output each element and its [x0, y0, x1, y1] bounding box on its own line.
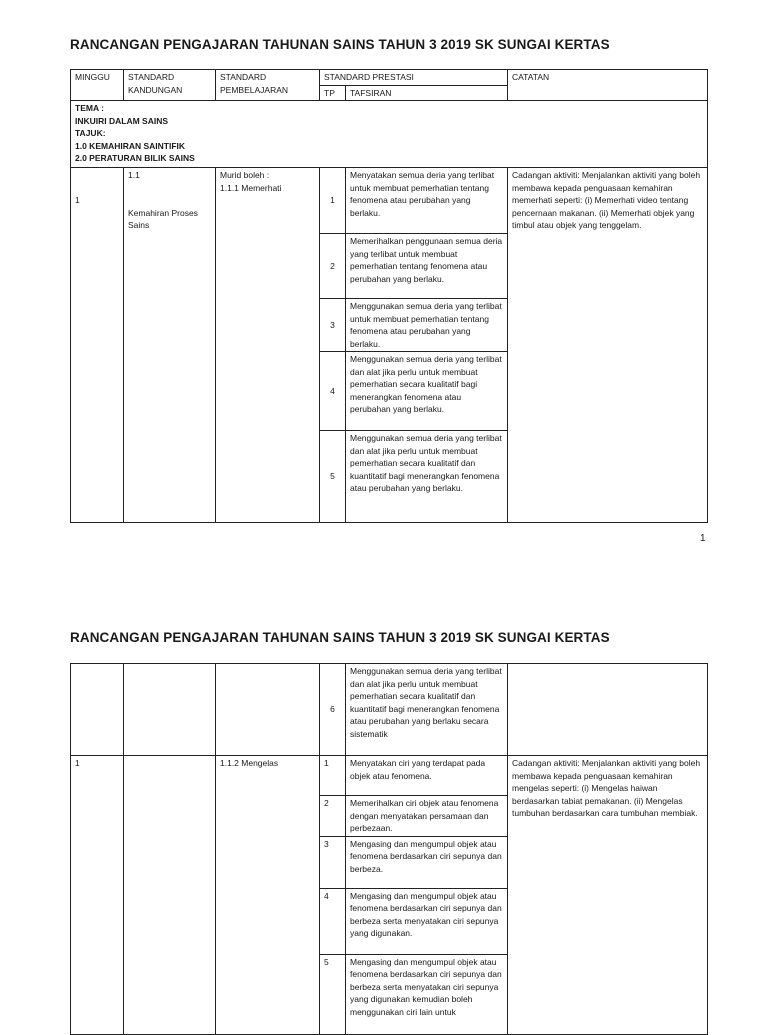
- header-row: [71, 70, 708, 86]
- tp-cell: 3: [320, 299, 346, 352]
- tafsiran-cell: Menyatakan semua deria yang terlibat untuk membuat pemerhatian tentang fenomena atau perubahan yang berlaku.: [346, 168, 508, 234]
- table-row: [71, 168, 708, 234]
- document-title: RANCANGAN PENGAJARAN TAHUNAN SAINS TAHUN 3 2019 SK SUNGAI KERTAS: [70, 630, 610, 645]
- standard-kandungan-cell: [124, 168, 216, 523]
- tp-cell: 2: [320, 234, 346, 299]
- document-title: RANCANGAN PENGAJARAN TAHUNAN SAINS TAHUN 3 2019 SK SUNGAI KERTAS: [70, 37, 610, 52]
- tafsiran-cell: Menggunakan semua deria yang terlibat dan alat jika perlu untuk membuat pemerhatian secara kualitatif dan kuantitatif bagi menerangkan fenomena atau perubahan yang berlaku.: [346, 431, 508, 523]
- header-sp-line2: PEMBELAJARAN: [220, 84, 289, 95]
- header-sk-line2: KANDUNGAN: [128, 84, 183, 95]
- standard-pembelajaran-cell: [216, 168, 320, 523]
- plan-table: [70, 69, 708, 523]
- header-standard-kandungan: [124, 70, 216, 101]
- catatan-cell: Cadangan aktiviti: Menjalankan aktiviti yang boleh membawa kepada penguasaan kemahiran mengelas seperti: (i) Mengelas haiwan berdasarkan tabiat pemakanan. (ii) Mengelas tumbuhan berdasarkan cara tumbuhan membiak.: [508, 756, 708, 1035]
- table-row: [71, 756, 708, 796]
- minggu-cell: 1: [71, 756, 124, 1035]
- tp-cell: 3: [320, 836, 346, 888]
- tafsiran-cell: Menyatakan ciri yang terdapat pada objek atau fenomena.: [346, 756, 508, 796]
- tafsiran-cell: Mengasing dan mengumpul objek atau fenomena berdasarkan ciri sepunya dan berbeza.: [346, 836, 508, 888]
- tafsiran-cell: Memerihalkan penggunaan semua deria yang terlibat untuk membuat pemerhatian tentang fenomena atau perubahan yang berlaku.: [346, 234, 508, 299]
- header-tp: TP: [320, 85, 346, 101]
- tp-cell: 6: [320, 664, 346, 756]
- header-sk-line1: STANDARD: [128, 72, 175, 82]
- table-row: [71, 664, 708, 756]
- tp-cell: 1: [320, 756, 346, 796]
- minggu-value: 1: [75, 195, 80, 205]
- header-sp-line1: STANDARD: [220, 72, 267, 82]
- tp-cell: 2: [320, 796, 346, 837]
- tema-value: INKUIRI DALAM SAINS: [75, 115, 169, 126]
- tajuk-1: 1.0 KEMAHIRAN SAINTIFIK: [75, 140, 186, 151]
- header-minggu: MINGGU: [71, 70, 124, 101]
- standard-kandungan-cell: [124, 664, 216, 756]
- standard-pembelajaran-cell: [216, 664, 320, 756]
- minggu-cell: [71, 664, 124, 756]
- tafsiran-cell: Menggunakan semua deria yang terlibat dan alat jika perlu untuk membuat pemerhatian secara kualitatif bagi menerangkan fenomena atau perubahan yang berlaku.: [346, 352, 508, 431]
- tp-cell: 1: [320, 168, 346, 234]
- sk-code: 1.1: [128, 170, 140, 180]
- sk-title: Kemahiran Proses Sains: [128, 207, 198, 230]
- plan-table-continued: [70, 663, 708, 1035]
- header-standard-pembelajaran: [216, 70, 320, 101]
- tafsiran-cell: Mengasing dan mengumpul objek atau fenomena berdasarkan ciri sepunya dan berbeza serta menyatakan ciri sepunya yang digunakan kemudian boleh menggunakan ciri lain untuk: [346, 954, 508, 1034]
- header-tafsiran: TAFSIRAN: [346, 85, 508, 101]
- sp-intro: Murid boleh :: [220, 170, 270, 180]
- tafsiran-cell: Menggunakan semua deria yang terlibat dan alat jika perlu untuk membuat pemerhatian secara kualitatif dan kuantitatif bagi menerangkan fenomena atau perubahan yang berlaku secara sistematik: [346, 664, 508, 756]
- tafsiran-cell: Mengasing dan mengumpul objek atau fenomena berdasarkan ciri sepunya dan berbeza serta menyatakan ciri sepunya yang digunakan.: [346, 888, 508, 954]
- tajuk-label: TAJUK:: [75, 128, 106, 138]
- tafsiran-cell: Menggunakan semua deria yang terlibat untuk membuat pemerhatian tentang fenomena atau perubahan yang berlaku.: [346, 299, 508, 352]
- tp-cell: 4: [320, 888, 346, 954]
- tp-cell: 5: [320, 431, 346, 523]
- catatan-cell: [508, 664, 708, 756]
- header-catatan: CATATAN: [508, 70, 708, 101]
- standard-pembelajaran-cell: 1.1.2 Mengelas: [216, 756, 320, 1035]
- tafsiran-cell: Memerihalkan ciri objek atau fenomena dengan menyatakan persamaan dan perbezaan.: [346, 796, 508, 837]
- standard-kandungan-cell: [124, 756, 216, 1035]
- document-page-2: [0, 590, 768, 1024]
- tema-label: TEMA :: [75, 103, 104, 113]
- sp-code: 1.1.1 Memerhati: [220, 182, 282, 193]
- page-number: 1: [700, 533, 706, 544]
- minggu-cell: [71, 168, 124, 523]
- tp-cell: 4: [320, 352, 346, 431]
- tema-cell: [71, 101, 708, 168]
- catatan-cell: Cadangan aktiviti: Menjalankan aktiviti yang boleh membawa kepada penguasaan kemahiran memerhati seperti: (i) Memerhati video tentang pencernaan makanan. (ii) Memerhati objek yang timbul atau objek yang tenggelam.: [508, 168, 708, 523]
- tp-cell: 5: [320, 954, 346, 1034]
- tema-row: [71, 101, 708, 168]
- tajuk-2: 2.0 PERATURAN BILIK SAINS: [75, 153, 195, 163]
- header-standard-prestasi: STANDARD PRESTASI: [320, 70, 508, 86]
